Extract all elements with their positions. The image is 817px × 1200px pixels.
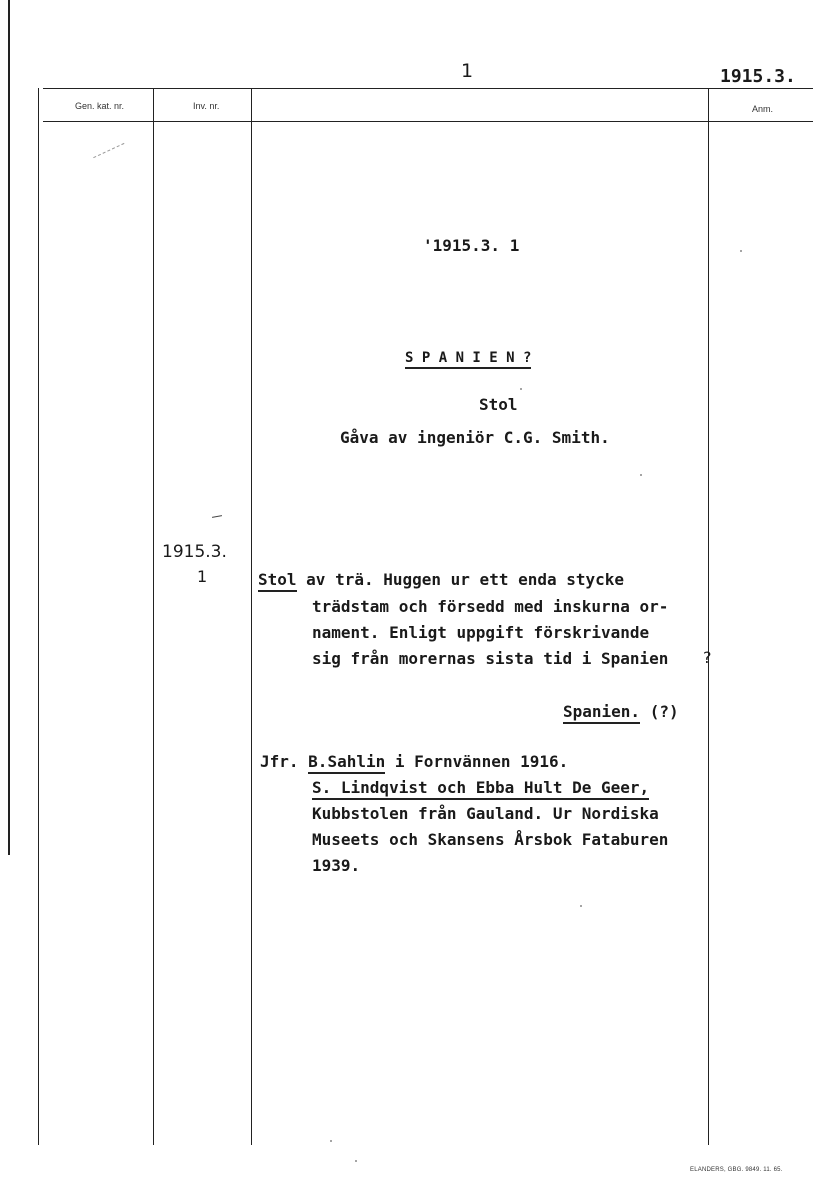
column-header-inv: Inv. nr. [193,101,220,111]
entry-description-text-1: av trä. Huggen ur ett enda stycke [296,570,625,589]
origin-country: Spanien. [563,702,640,724]
entry-description-line-2: trädstam och försedd med inskurna or- [312,597,669,616]
reference-1-source: i Fornvännen 1916. [385,752,569,771]
reference-2-line-2: Kubbstolen från Gauland. Ur Nordiska [312,804,659,823]
reference-2-line-3: Museets och Skansens Årsbok Fataburen [312,830,669,849]
header-bottom-rule [43,121,813,122]
header-top-rule [43,88,813,89]
column-divider-1 [153,88,154,1145]
reference-1-author: B.Sahlin [308,752,385,774]
inventory-number: 1915.3. [162,542,227,562]
scan-speck [740,250,742,252]
scan-speck [355,1160,357,1162]
scan-speck [330,1140,332,1142]
left-frame-line [38,88,39,1145]
entry-title: Stol [258,570,297,592]
reference-prefix: Jfr. [260,752,309,771]
column-divider-2 [251,88,252,1145]
printer-imprint: ELANDERS, GBG. 9849. 11. 65. [690,1167,783,1173]
scan-speck [640,474,642,476]
entry-description-line-1 [258,570,624,589]
reference-2-line-4: 1939. [312,856,361,875]
reference-line-1 [260,752,568,771]
donor-line: Gåva av ingeniör C.G. Smith. [340,428,610,447]
column-header-gen-kat: Gen. kat. nr. [75,101,125,111]
origin-line [563,702,679,721]
page-number: 1 [461,60,474,82]
country-heading: S P A N I E N ? [405,350,531,369]
catalog-header: 1915.3. [720,66,796,87]
pencil-mark [212,515,222,518]
object-name: Stol [479,395,518,414]
scan-speck [580,905,582,907]
margin-question-mark: ? [703,648,712,667]
entry-description-line-4: sig från morernas sista tid i Spanien [312,649,669,668]
column-header-anm: Anm. [752,104,774,114]
origin-note: (?) [640,702,679,721]
stray-pencil-mark [93,143,125,159]
inventory-subnumber: 1 [197,567,208,586]
left-margin-line [8,0,10,855]
catalog-number: '1915.3. 1 [423,236,520,255]
column-divider-3 [708,88,709,1145]
scan-speck [520,388,522,390]
reference-2-authors: S. Lindqvist och Ebba Hult De Geer, [312,778,649,800]
entry-description-line-3: nament. Enligt uppgift förskrivande [312,623,650,642]
